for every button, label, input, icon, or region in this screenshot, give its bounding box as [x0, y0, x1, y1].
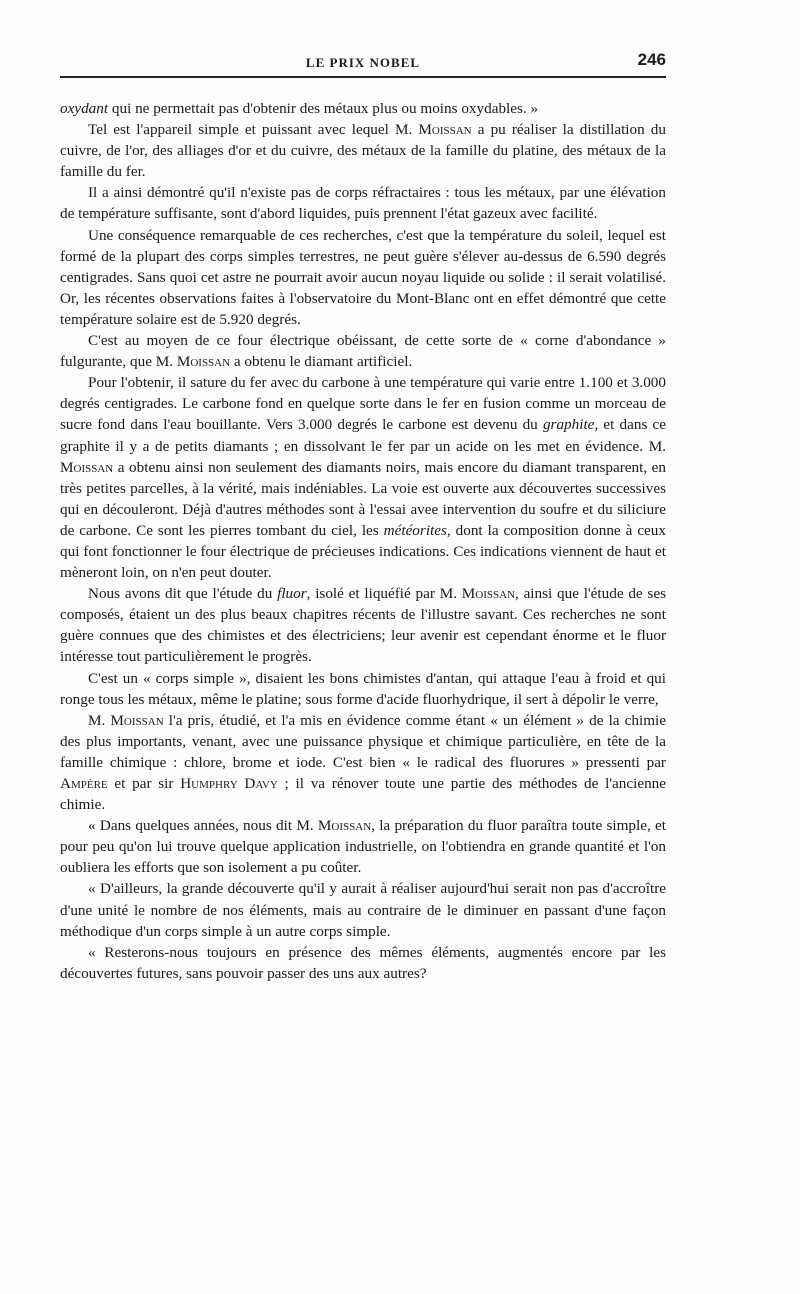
- text-run: , dont la composition donne à ceux qui font fonctionner le four électrique de précieuses indications. Ces indications viennent de haut et mèneront loin, on n'en peut douter.: [60, 521, 666, 582]
- paragraph: [60, 710, 666, 815]
- small-caps-name: Moissan: [176, 353, 231, 371]
- small-caps-name: Humphry Davy: [180, 775, 278, 792]
- text-run: Une conséquence remarquable de ces recherches, c'est que la température du soleil, lequel est formé de la plupart des corps simples terrestres, ne peut guère s'élever au-dessus de 6.590 degrés centigrades. Sans quoi cet astre ne pourrait avoir aucun noyau liquide ou solide : il serait volatilisé. Or, les récentes observations faites à l'observatoire du Mont-Blanc ont en effet démontré que cette température solaire est de 5.920 degrés.: [60, 226, 666, 328]
- text-run: M.: [88, 711, 111, 729]
- text-run: Il a ainsi démontré qu'il n'existe pas de corps réfractaires : tous les métaux, par une élévation de température suffisante, sont d'abord liquides, puis prennent l'état gazeux avec facilité.: [60, 184, 666, 223]
- italic-term: oxydant: [60, 100, 109, 117]
- text-run: « Dans quelques années, nous dit M.: [88, 817, 318, 835]
- small-caps-name: Ampère: [60, 775, 108, 792]
- paragraph: [60, 942, 666, 984]
- italic-term: météorites: [383, 521, 447, 539]
- small-caps-name: Moissan: [110, 711, 164, 729]
- small-caps-name: Moissan: [418, 121, 472, 139]
- text-run: ; il va rénover toute une partie des méthodes de l'ancienne chimie.: [60, 775, 666, 814]
- text-run: C'est un « corps simple », disaient les bons chimistes d'antan, qui attaque l'eau à froid et qui ronge tous les métaux, même le platine; sous forme d'acide fluorhydrique, il sert à dépolir le verre,: [60, 669, 666, 708]
- italic-term: graphite: [542, 416, 595, 434]
- text-run: , et dans ce graphite il y a de petits diamants ; en dissolvant le fer par un acide on les met en évidence. M.: [60, 416, 667, 455]
- paragraph: [60, 119, 666, 182]
- paragraph: [60, 330, 666, 372]
- italic-term: fluor: [277, 585, 307, 603]
- text-run: C'est au moyen de ce four électrique obéissant, de cette sorte de « corne d'abondance » fulgurante, que M.: [60, 332, 666, 371]
- text-run: , ainsi que l'étude de ses composés, étaient un des plus beaux chapitres récents de l'illustre savant. Ces recherches ne sont guère connues que des chimistes et des électriciens; leur avenir est cependant énorme et le fluor intéresse tout particulièrement le progrès.: [60, 585, 666, 666]
- text-run: a obtenu le diamant artificiel.: [230, 353, 413, 371]
- paragraph: [60, 878, 666, 941]
- text-run: Pour l'obtenir, il sature du fer avec du carbone à une température qui varie entre 1.100 et 3.000 degrés centigrades. Le carbone fond en quelque sorte dans le fer en fusion comme un morceau de sucre fond dans l'eau bouillante. Vers 3.000 degrés le carbone est devenu du: [60, 374, 666, 434]
- body-text: [60, 98, 666, 984]
- text-run: et par sir: [107, 775, 181, 792]
- page-header: [60, 50, 666, 78]
- paragraph: [60, 815, 666, 878]
- text-run: « D'ailleurs, la grande découverte qu'il y aurait à réaliser aujourd'hui serait non pas d'accroître d'une unité le nombre de nos éléments, mais au contraire de le diminuer en passant d'une façon méthodique d'un corps simple à un autre corps simple.: [60, 880, 666, 940]
- paragraph: [60, 583, 666, 667]
- small-caps-name: Moissan: [461, 585, 515, 603]
- text-run: , isolé et liquéfié par M.: [306, 585, 462, 603]
- page-number: 246: [637, 50, 666, 69]
- paragraph: [60, 98, 666, 119]
- paragraph: [60, 182, 666, 224]
- text-run: a obtenu ainsi non seulement des diamants noirs, mais encore du diamant transparent, en très petites parcelles, à la vérité, mais indéniables. La voie est ouverte aux découvertes successives qui en découleront. Déjà d'autres méthodes sont à l'essai avee intervention du soufre et du siliciure de carbone. Ce sont les pierres tombant du ciel, les: [60, 458, 666, 539]
- paragraph: [60, 372, 666, 583]
- text-run: , la préparation du fluor paraîtra toute simple, et pour peu qu'on lui trouve quelque application industrielle, on l'obtiendra en grande quantité et l'on oubliera les efforts que son isolement a pu coûter.: [60, 817, 666, 877]
- text-run: Nous avons dit que l'étude du: [88, 585, 278, 603]
- running-title: LE PRIX NOBEL: [305, 55, 421, 70]
- text-run: a pu réaliser la distillation du cuivre, de l'or, des alliages d'or et du cuivre, des métaux de la famille du platine, des métaux de la famille du fer.: [60, 121, 666, 181]
- text-run: qui ne permettait pas d'obtenir des métaux plus ou moins oxydables. »: [108, 100, 539, 117]
- small-caps-name: Moissan: [317, 817, 372, 835]
- text-run: Tel est l'appareil simple et puissant avec lequel M.: [88, 121, 419, 139]
- text-run: l'a pris, étudié, et l'a mis en évidence comme étant « un élément » de la chimie des plus importants, venant, avec une puissance physique et chimique particulière, en tête de la famille chimique : chlore, brome et iode. C'est bien « le radical des fluorures » pressenti par: [60, 711, 666, 771]
- text-run: « Resterons-nous toujours en présence des mêmes éléments, augmentés encore par les découvertes futures, sans pouvoir passer des uns aux autres?: [60, 943, 666, 982]
- paragraph: [60, 668, 666, 710]
- small-caps-name: Moissan: [60, 458, 114, 476]
- paragraph: [60, 225, 666, 330]
